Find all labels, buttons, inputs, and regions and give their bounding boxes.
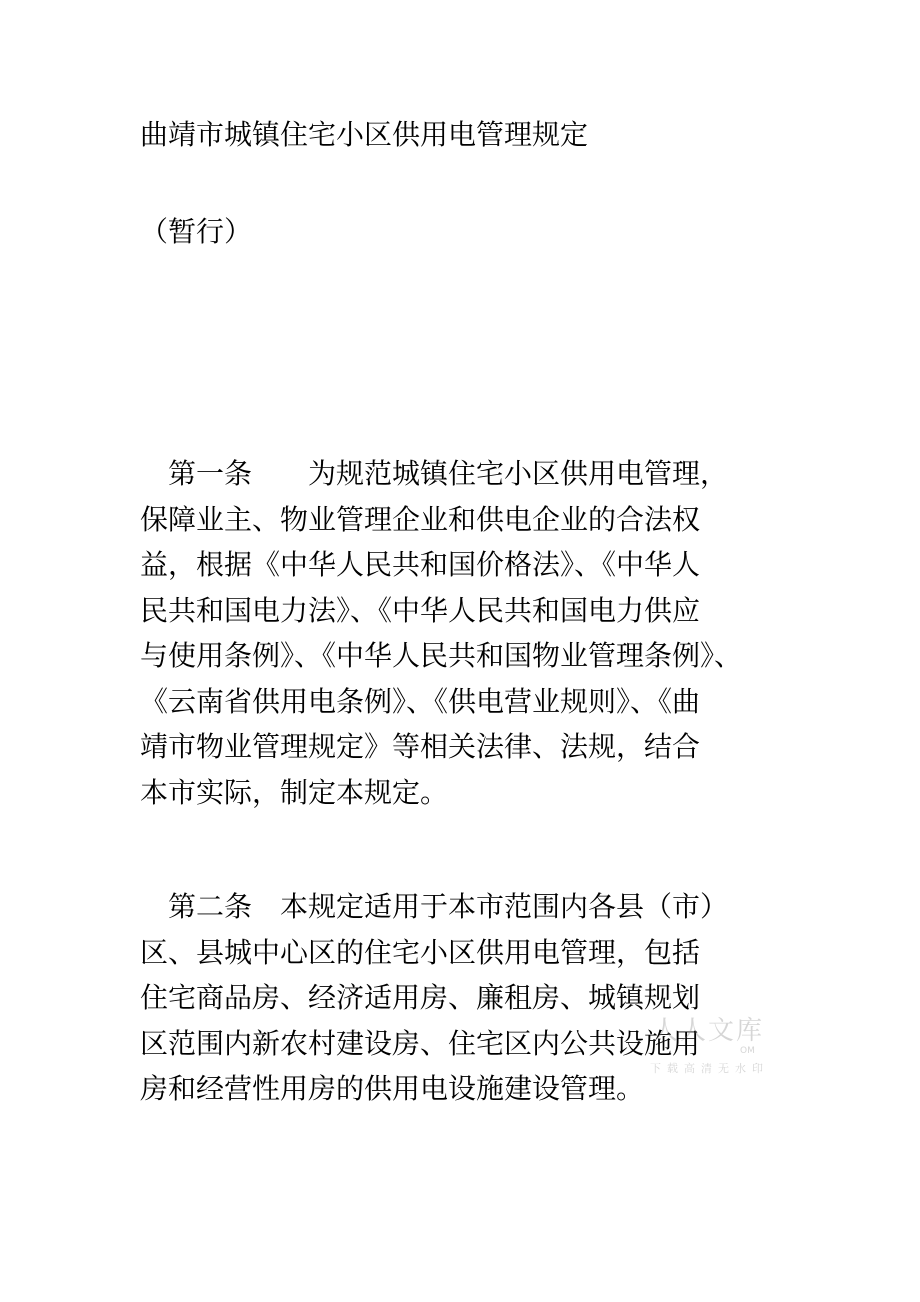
article-1-line: 第一条 为规范城镇住宅小区供用电管理， [140, 457, 729, 490]
article-2-line: 区范围内新农村建设房、住宅区内公共设施用 [140, 1026, 701, 1060]
watermark-main-text: 人人文库 [652, 1016, 765, 1046]
watermark-logo [650, 1010, 780, 1080]
article-1 [140, 451, 820, 815]
article-1-line: 与使用条例》、《中华人民共和国物业管理条例》、 [140, 639, 743, 672]
document-subtitle: （暂行） [140, 215, 253, 248]
article-2-line: 第二条 本规定适用于本市范围内各县（市） [140, 890, 729, 923]
article-1-line: 益，根据《中华人民共和国价格法》、《中华人 [140, 548, 701, 581]
article-1-line: 民共和国电力法》、《中华人民共和国电力供应 [140, 593, 701, 627]
article-1-line: 《云南省供用电条例》、《供电营业规则》、《曲 [140, 684, 701, 718]
article-2-line: 房和经营性用房的供用电设施建设管理。 [140, 1072, 645, 1105]
article-1-line: 靖市物业管理规定》等相关法律、法规，结合 [140, 730, 701, 763]
watermark-sub-text: 下载高清无水印 [650, 1062, 769, 1075]
document-title: 曲靖市城镇住宅小区供用电管理规定 [140, 118, 589, 151]
article-2-line: 区、县城中心区的住宅小区供用电管理，包括 [140, 935, 701, 969]
watermark-url-text: OM [740, 1046, 755, 1056]
article-1-line: 本市实际，制定本规定。 [140, 775, 449, 809]
article-1-line: 保障业主、物业管理企业和供电企业的合法权 [140, 502, 701, 536]
article-2-line: 住宅商品房、经济适用房、廉租房、城镇规划 [140, 981, 701, 1014]
